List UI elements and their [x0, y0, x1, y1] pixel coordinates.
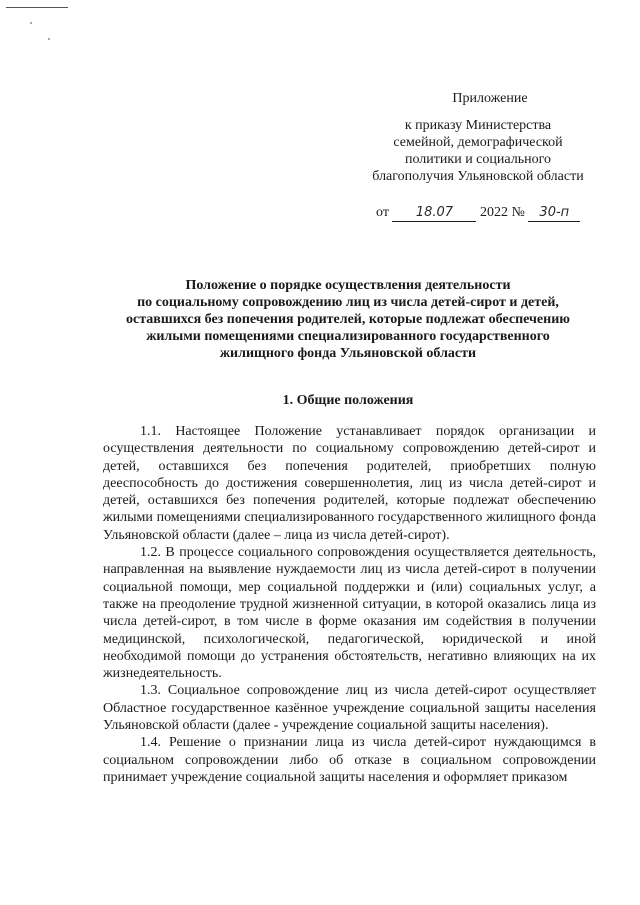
paragraph: 1.4. Решение о признании лица из числа детей-сирот нуждающимся в социальном сопровождении либо об отказе в социальном сопровождении принимает учреждение социальной защиты населения и оформляет приказом [103, 735, 596, 785]
appendix-line: политики и социального [405, 152, 551, 167]
scan-artifact-line [6, 7, 68, 8]
appendix-line: к приказу Министерства [404, 118, 552, 133]
appendix-block [360, 90, 596, 185]
appendix-line: благополучия Ульяновской области [372, 169, 584, 184]
paragraph: 1.2. В процессе социального сопровождения осуществляется деятельность, направленная на выявление нуждаемости лиц из числа детей-сирот в получении социальной помощи, мер социальной поддержки и (или) социальных услуг, а также на преодоление трудной жизненной ситуации, в которой оказались лица из числа детей-сирот, в том числе в форме оказания им содействия в получении медицинской, психологической, педагогической, юридической и иной необходимой помощи до устранения обстоятельств, негативно влияющих на их жизнедеятельность. [103, 545, 596, 682]
scan-artifact-dot [30, 22, 32, 24]
title-line: жилыми помещениями специализированного государственного [146, 329, 550, 344]
title-line: по социальному сопровождению лиц из числа детей-сирот и детей, [137, 295, 559, 310]
scan-artifact-dot [48, 38, 50, 40]
title-line: Положение о порядке осуществления деятельности [185, 278, 511, 293]
document-body [103, 423, 596, 786]
order-from-label: от [376, 205, 389, 220]
appendix-line: семейной, демографической [393, 135, 563, 150]
order-date-handwritten: 18.07 [392, 205, 476, 222]
title-line: оставшихся без попечения родителей, которые подлежат обеспечению [126, 312, 570, 327]
document-title [100, 277, 596, 362]
order-year-label: 2022 № [479, 205, 525, 220]
appendix-heading: Приложение [452, 91, 528, 106]
order-date-row [376, 203, 596, 223]
section-heading: 1. Общие положения [282, 393, 414, 408]
title-line: жилищного фонда Ульяновской области [219, 346, 477, 361]
paragraph: 1.3. Социальное сопровождение лиц из числа детей-сирот осуществляет Областное государственное казённое учреждение социальной защиты населения Ульяновской области (далее - учреждение социальной защиты населения). [103, 683, 596, 734]
paragraph: 1.1. Настоящее Положение устанавливает порядок организации и осуществления деятельности по социальному сопровождению детей-сирот и детей, оставшихся без попечения родителей, приобретших полную дееспособность до достижения совершеннолетия, лиц из числа детей-сирот и детей, оставшихся без попечения родителей, которые подлежат обеспечению жилыми помещениями специализированного государственного жилищного фонда Ульяновской области (далее – лица из числа детей-сирот). [103, 424, 596, 543]
order-number-handwritten: 30-п [528, 205, 580, 222]
